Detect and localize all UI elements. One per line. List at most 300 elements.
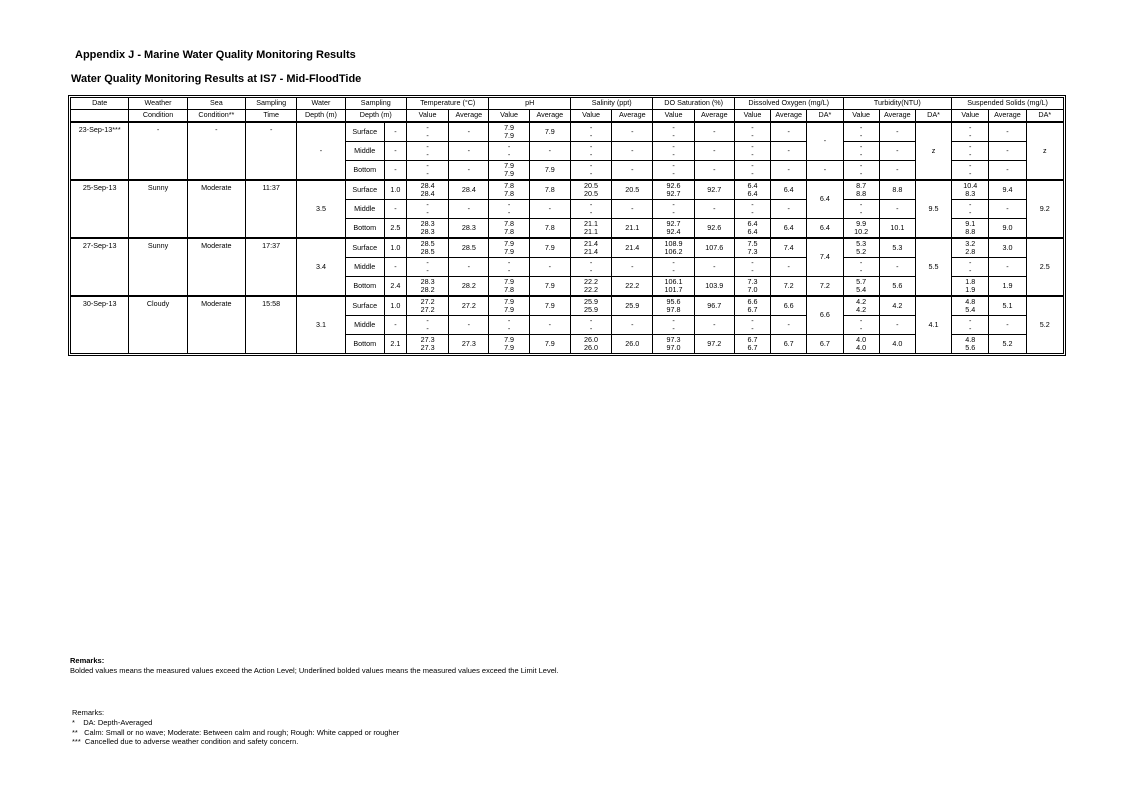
col-turbidity: Turbidity(NTU) xyxy=(843,98,952,110)
ph-value-cell-reading-2: - xyxy=(507,324,511,333)
sal-average-cell: - xyxy=(612,142,653,161)
sal-value-cell xyxy=(570,180,611,200)
sal-value-cell-reading-1: - xyxy=(589,257,593,267)
sal-value-cell xyxy=(570,161,611,181)
sal-value-cell xyxy=(570,258,611,277)
temp-average-cell: 27.3 xyxy=(449,335,489,354)
do-value-cell xyxy=(734,258,770,277)
dosat-value-cell xyxy=(653,316,694,335)
temp-value-cell-reading-2: 27.2 xyxy=(420,305,435,314)
do-average-cell: - xyxy=(771,161,807,181)
do-value-cell-reading-2: 7.0 xyxy=(747,285,758,294)
temp-value-cell-reading-1: - xyxy=(426,122,429,132)
dosat-value-cell xyxy=(653,335,694,354)
sal-value-cell-reading-2: 25.9 xyxy=(584,305,599,314)
sal-value-cell xyxy=(570,200,611,219)
ph-value-cell-reading-1: 7.9 xyxy=(504,296,515,306)
ss-da-cell: 2.5 xyxy=(1026,238,1063,296)
col-sampling-time: Sampling xyxy=(246,98,297,110)
ph-value-cell xyxy=(489,316,529,335)
do-value-cell-reading-2: - xyxy=(751,150,754,159)
turb-value-header: Value xyxy=(843,110,879,123)
turb-average-cell: 5.3 xyxy=(879,238,915,258)
ph-value-cell-reading-2: 7.9 xyxy=(504,343,515,352)
do-value-cell-reading-1: 7.3 xyxy=(747,276,758,286)
ss-value-cell-reading-2: - xyxy=(969,266,972,275)
col-suspended-solids: Suspended Solids (mg/L) xyxy=(952,98,1064,110)
dosat-value-cell-reading-1: - xyxy=(672,315,675,325)
do-average-cell: 7.2 xyxy=(771,277,807,297)
date-cell: 23-Sep-13*** xyxy=(71,122,129,180)
sampling-time-cell: 11:37 xyxy=(246,180,297,238)
turb-value-cell-reading-1: - xyxy=(859,199,863,209)
col-water: Water xyxy=(297,98,345,110)
turb-value-cell-reading-2: 8.8 xyxy=(856,189,867,198)
sea-condition-cell: Moderate xyxy=(187,180,245,238)
ss-average-cell: 3.0 xyxy=(989,238,1026,258)
turb-value-cell-reading-1: - xyxy=(859,315,863,325)
sal-average-cell: 22.2 xyxy=(612,277,653,297)
dosat-value-cell-reading-1: - xyxy=(672,199,675,209)
do-average-cell: - xyxy=(771,142,807,161)
turb-value-cell-reading-2: - xyxy=(859,266,863,275)
do-average-cell: 7.4 xyxy=(771,238,807,258)
turb-average-cell: - xyxy=(879,142,915,161)
ss-value-cell-reading-2: 2.8 xyxy=(965,247,976,256)
temp-value-cell-reading-2: 27.3 xyxy=(420,343,435,352)
dosat-value-cell-reading-2: 92.7 xyxy=(666,189,681,198)
ss-average-cell: - xyxy=(989,200,1026,219)
do-da-cell: 6.6 xyxy=(807,296,843,335)
sal-average-cell: 21.4 xyxy=(612,238,653,258)
ph-average-cell: 7.8 xyxy=(529,180,570,200)
sampling-level-cell: Middle xyxy=(345,316,384,335)
do-value-cell-reading-1: - xyxy=(751,257,754,267)
sal-average-cell: 20.5 xyxy=(612,180,653,200)
temp-value-cell-reading-2: 28.4 xyxy=(420,189,435,198)
temp-value-cell xyxy=(406,200,448,219)
sampling-level-cell: Bottom xyxy=(345,219,384,239)
sal-average-cell: 26.0 xyxy=(612,335,653,354)
dosat-value-cell xyxy=(653,277,694,297)
ss-average-cell: 1.9 xyxy=(989,277,1026,297)
do-value-cell-reading-2: - xyxy=(751,169,754,178)
turb-value-cell-reading-2: 10.2 xyxy=(854,227,869,236)
ss-value-cell-reading-1: - xyxy=(969,315,972,325)
do-average-cell: - xyxy=(771,258,807,277)
dosat-value-cell xyxy=(653,258,694,277)
ph-average-cell: 7.9 xyxy=(529,238,570,258)
do-bottom-da-cell: 6.7 xyxy=(807,335,843,354)
remarks-1-text: Bolded values means the measured values exceed the Action Level; Underlined bolded values means the measured values exceed the Limit Level. xyxy=(70,666,559,675)
ss-value-cell-reading-2: - xyxy=(969,150,972,159)
ph-value-cell-reading-2: 7.8 xyxy=(504,227,515,236)
sampling-level-cell: Middle xyxy=(345,142,384,161)
temp-value-cell-reading-2: - xyxy=(426,131,429,140)
do-value-cell xyxy=(734,200,770,219)
turb-value-cell-reading-1: 4.0 xyxy=(856,334,867,344)
temp-average-cell: - xyxy=(449,316,489,335)
ss-da-cell: z xyxy=(1026,122,1063,180)
turb-average-cell: - xyxy=(879,122,915,142)
temp-value-cell xyxy=(406,316,448,335)
ss-value-cell xyxy=(952,316,989,335)
dosat-value-cell-reading-1: - xyxy=(672,257,675,267)
ss-value-cell-reading-1: 1.8 xyxy=(965,276,976,286)
col-date: Date xyxy=(71,98,129,110)
turb-value-cell-reading-2: 4.2 xyxy=(856,305,867,314)
sal-average-cell: - xyxy=(612,316,653,335)
ss-average-cell: 9.0 xyxy=(989,219,1026,239)
sampling-depth-cell: - xyxy=(384,161,406,181)
turb-da-cell: 4.1 xyxy=(915,296,951,354)
ss-value-cell xyxy=(952,161,989,181)
sal-value-cell xyxy=(570,142,611,161)
sal-value-cell-reading-2: - xyxy=(589,131,593,140)
dosat-value-cell xyxy=(653,219,694,239)
turb-value-cell-reading-2: - xyxy=(859,169,863,178)
sal-value-cell xyxy=(570,122,611,142)
turb-value-cell-reading-2: - xyxy=(859,150,863,159)
weather-cell: Sunny xyxy=(129,238,187,296)
do-value-cell xyxy=(734,316,770,335)
sal-value-cell-reading-2: - xyxy=(589,208,593,217)
temp-value-cell xyxy=(406,219,448,239)
temp-value-cell-reading-1: 27.2 xyxy=(420,296,435,306)
ss-average-cell: - xyxy=(989,316,1026,335)
ss-value-cell-reading-2: - xyxy=(969,324,972,333)
sal-average-cell: - xyxy=(612,258,653,277)
header-row-2 xyxy=(71,110,1064,123)
ph-average-cell: 7.9 xyxy=(529,296,570,316)
ph-value-cell-reading-2: 7.9 xyxy=(504,305,515,314)
ss-value-cell-reading-1: 10.4 xyxy=(963,180,978,190)
dosat-value-cell-reading-1: 106.1 xyxy=(664,276,683,286)
do-value-cell-reading-1: - xyxy=(751,160,754,170)
ss-value-cell xyxy=(952,258,989,277)
temp-value-cell-reading-1: - xyxy=(426,257,429,267)
turb-value-cell xyxy=(843,238,879,258)
turb-value-cell xyxy=(843,180,879,200)
sal-value-cell-reading-2: - xyxy=(589,169,593,178)
col-ph: pH xyxy=(489,98,570,110)
dosat-value-cell xyxy=(653,238,694,258)
ph-value-cell xyxy=(489,335,529,354)
sal-value-cell-reading-1: 20.5 xyxy=(584,180,599,190)
ph-value-cell-reading-2: 7.8 xyxy=(504,189,515,198)
col-sampling-depth: Sampling xyxy=(345,98,406,110)
col-sampling-depth-sub: Depth (m) xyxy=(345,110,406,123)
do-value-cell-reading-1: - xyxy=(751,315,754,325)
do-value-cell-reading-1: 6.7 xyxy=(747,334,758,344)
ph-value-cell xyxy=(489,161,529,181)
table-body xyxy=(71,122,1064,354)
water-quality-table xyxy=(70,97,1064,354)
temp-value-cell-reading-1: 28.3 xyxy=(420,218,435,228)
col-water-sub: Depth (m) xyxy=(297,110,345,123)
dosat-value-cell-reading-2: - xyxy=(672,324,675,333)
temp-value-cell-reading-2: 28.2 xyxy=(420,285,435,294)
sampling-depth-cell: - xyxy=(384,316,406,335)
sal-value-cell-reading-1: 22.2 xyxy=(584,276,599,286)
dosat-average-cell: 107.6 xyxy=(694,238,734,258)
water-depth-cell: 3.1 xyxy=(297,296,345,354)
dosat-value-cell xyxy=(653,180,694,200)
do-value-cell-reading-1: - xyxy=(751,122,754,132)
sal-value-cell-reading-1: - xyxy=(589,315,593,325)
temp-average-cell: 28.5 xyxy=(449,238,489,258)
remark-line-1: * DA: Depth-Averaged xyxy=(72,717,153,727)
turb-average-cell: 4.0 xyxy=(879,335,915,354)
sal-average-cell: 21.1 xyxy=(612,219,653,239)
temp-value-cell-reading-2: - xyxy=(426,266,429,275)
sampling-time-cell: 17:37 xyxy=(246,238,297,296)
do-value-cell-reading-2: - xyxy=(751,131,754,140)
ph-value-cell xyxy=(489,238,529,258)
sampling-level-cell: Surface xyxy=(345,122,384,142)
do-average-cell: 6.4 xyxy=(771,180,807,200)
sampling-depth-cell: 2.4 xyxy=(384,277,406,297)
sampling-level-cell: Surface xyxy=(345,238,384,258)
ph-value-cell-reading-2: 7.8 xyxy=(504,285,515,294)
sampling-level-cell: Middle xyxy=(345,200,384,219)
ph-value-cell xyxy=(489,296,529,316)
temp-value-cell xyxy=(406,238,448,258)
dosat-value-cell-reading-2: - xyxy=(672,266,675,275)
ss-value-cell-reading-2: 5.4 xyxy=(965,305,976,314)
temp-average-cell: - xyxy=(449,258,489,277)
do-value-cell-reading-2: 6.4 xyxy=(747,189,758,198)
temp-value-cell-reading-1: 28.3 xyxy=(420,276,435,286)
sampling-depth-cell: 1.0 xyxy=(384,238,406,258)
ph-value-cell xyxy=(489,200,529,219)
sal-value-cell xyxy=(570,219,611,239)
sal-value-header: Value xyxy=(570,110,611,123)
temp-value-cell-reading-2: - xyxy=(426,150,429,159)
ph-value-cell-reading-2: 7.9 xyxy=(504,247,515,256)
ph-average-cell: 7.9 xyxy=(529,277,570,297)
temp-average-header: Average xyxy=(449,110,489,123)
ph-average-cell: 7.8 xyxy=(529,219,570,239)
ss-value-cell-reading-1: - xyxy=(969,160,972,170)
turb-average-cell: 5.6 xyxy=(879,277,915,297)
weather-cell: Sunny xyxy=(129,180,187,238)
temp-value-cell xyxy=(406,296,448,316)
col-do-saturation: DO Saturation (%) xyxy=(653,98,734,110)
turb-value-cell xyxy=(843,296,879,316)
dosat-value-cell xyxy=(653,200,694,219)
ss-value-cell xyxy=(952,277,989,297)
do-value-cell-reading-2: - xyxy=(751,266,754,275)
dosat-value-cell-reading-1: - xyxy=(672,141,675,151)
dosat-average-cell: - xyxy=(694,142,734,161)
water-depth-cell: 3.5 xyxy=(297,180,345,238)
do-value-cell-reading-2: 7.3 xyxy=(747,247,758,256)
sal-value-cell-reading-1: - xyxy=(589,199,593,209)
do-value-cell xyxy=(734,161,770,181)
ss-value-cell xyxy=(952,238,989,258)
ss-value-cell-reading-2: 8.8 xyxy=(965,227,976,236)
ph-value-cell xyxy=(489,219,529,239)
ph-average-cell: - xyxy=(529,316,570,335)
sampling-depth-cell: 2.1 xyxy=(384,335,406,354)
do-value-header: Value xyxy=(734,110,770,123)
sal-value-cell xyxy=(570,335,611,354)
dosat-value-cell-reading-1: 95.6 xyxy=(666,296,681,306)
sal-value-cell xyxy=(570,238,611,258)
dosat-value-cell-reading-2: 101.7 xyxy=(664,285,683,294)
col-date-sub xyxy=(71,110,129,123)
do-value-cell xyxy=(734,142,770,161)
dosat-average-cell: - xyxy=(694,258,734,277)
col-sea: Sea xyxy=(187,98,245,110)
ph-value-cell-reading-2: 7.9 xyxy=(504,169,515,178)
ss-value-cell-reading-1: - xyxy=(969,257,972,267)
sal-value-cell-reading-2: - xyxy=(589,150,593,159)
date-cell: 25-Sep-13 xyxy=(71,180,129,238)
temp-average-cell: - xyxy=(449,161,489,181)
ph-value-cell-reading-1: 7.9 xyxy=(504,122,515,132)
ph-value-cell-reading-2: - xyxy=(507,266,511,275)
ss-average-cell: 5.1 xyxy=(989,296,1026,316)
dosat-value-cell xyxy=(653,161,694,181)
ph-value-cell-reading-1: - xyxy=(507,199,511,209)
ss-average-header: Average xyxy=(989,110,1026,123)
do-value-cell-reading-2: 6.7 xyxy=(747,343,758,352)
ph-value-cell xyxy=(489,277,529,297)
ph-average-cell: - xyxy=(529,258,570,277)
turb-value-cell-reading-1: - xyxy=(859,160,863,170)
remarks-section-1 xyxy=(70,656,559,676)
turb-value-cell-reading-2: 4.0 xyxy=(856,343,867,352)
sampling-depth-cell: - xyxy=(384,258,406,277)
remark-line-3: *** Cancelled due to adverse weather condition and safety concern. xyxy=(72,737,299,747)
turb-value-cell xyxy=(843,316,879,335)
sal-value-cell-reading-2: 22.2 xyxy=(584,285,599,294)
do-average-cell: 6.4 xyxy=(771,219,807,239)
temp-average-cell: - xyxy=(449,200,489,219)
dosat-average-cell: 92.7 xyxy=(694,180,734,200)
ph-average-cell: - xyxy=(529,142,570,161)
do-value-cell-reading-1: 7.5 xyxy=(747,238,758,248)
ph-value-cell-reading-2: - xyxy=(507,150,511,159)
ss-value-cell-reading-2: 1.9 xyxy=(965,285,976,294)
turb-da-cell: 5.5 xyxy=(915,238,951,296)
remarks-1-title: Remarks: xyxy=(70,656,105,665)
turb-average-cell: - xyxy=(879,161,915,181)
dosat-value-header: Value xyxy=(653,110,694,123)
ss-value-cell-reading-2: 5.6 xyxy=(965,343,976,352)
ss-value-cell-reading-1: 9.1 xyxy=(965,218,976,228)
ss-average-cell: - xyxy=(989,122,1026,142)
do-bottom-da-cell: 6.4 xyxy=(807,219,843,239)
ss-value-cell-reading-2: - xyxy=(969,131,972,140)
turb-value-cell-reading-1: 4.2 xyxy=(856,296,867,306)
turb-value-cell-reading-1: - xyxy=(859,257,863,267)
sal-value-cell-reading-2: 20.5 xyxy=(584,189,599,198)
ss-value-cell xyxy=(952,200,989,219)
ph-value-cell-reading-1: 7.8 xyxy=(504,180,515,190)
col-salinity: Salinity (ppt) xyxy=(570,98,652,110)
dosat-average-cell: 97.2 xyxy=(694,335,734,354)
do-value-cell xyxy=(734,238,770,258)
ss-value-cell xyxy=(952,122,989,142)
ss-value-cell-reading-1: 4.8 xyxy=(965,334,976,344)
sampling-time-cell: - xyxy=(246,122,297,180)
temp-value-cell-reading-1: - xyxy=(426,160,429,170)
temp-average-cell: 28.2 xyxy=(449,277,489,297)
ph-average-cell: - xyxy=(529,200,570,219)
sampling-depth-cell: 1.0 xyxy=(384,180,406,200)
temp-value-cell xyxy=(406,277,448,297)
dosat-value-cell-reading-1: - xyxy=(672,122,675,132)
sal-value-cell xyxy=(570,277,611,297)
sampling-level-cell: Bottom xyxy=(345,161,384,181)
turb-value-cell-reading-1: - xyxy=(859,122,863,132)
temp-average-cell: 28.3 xyxy=(449,219,489,239)
ph-value-cell-reading-1: 7.8 xyxy=(504,218,515,228)
turb-value-cell-reading-2: 5.2 xyxy=(856,247,867,256)
do-average-cell: - xyxy=(771,316,807,335)
ss-value-cell-reading-1: - xyxy=(969,122,972,132)
do-da-cell: 6.4 xyxy=(807,180,843,219)
table-row xyxy=(71,238,1064,258)
do-value-cell xyxy=(734,296,770,316)
temp-value-cell xyxy=(406,180,448,200)
dosat-value-cell-reading-1: 92.6 xyxy=(666,180,681,190)
sampling-depth-cell: 1.0 xyxy=(384,296,406,316)
turb-value-cell-reading-1: 5.7 xyxy=(856,276,867,286)
do-bottom-da-cell: 7.2 xyxy=(807,277,843,297)
temp-value-cell-reading-2: - xyxy=(426,208,429,217)
ph-value-cell-reading-2: - xyxy=(507,208,511,217)
do-value-cell xyxy=(734,180,770,200)
weather-cell: - xyxy=(129,122,187,180)
ss-value-cell-reading-1: 4.8 xyxy=(965,296,976,306)
sal-value-cell xyxy=(570,296,611,316)
turb-value-cell-reading-2: 5.4 xyxy=(856,285,867,294)
sampling-level-cell: Middle xyxy=(345,258,384,277)
do-average-header: Average xyxy=(771,110,807,123)
sal-value-cell-reading-1: - xyxy=(589,160,593,170)
sal-value-cell-reading-1: 21.4 xyxy=(584,238,599,248)
dosat-value-cell-reading-2: 97.0 xyxy=(666,343,681,352)
do-da-header: DA* xyxy=(807,110,843,123)
dosat-value-cell-reading-2: 97.8 xyxy=(666,305,681,314)
ss-average-cell: - xyxy=(989,142,1026,161)
ss-value-cell xyxy=(952,180,989,200)
dosat-value-cell-reading-2: 106.2 xyxy=(664,247,683,256)
ss-da-cell: 9.2 xyxy=(1026,180,1063,238)
table-row xyxy=(71,296,1064,316)
ss-value-header: Value xyxy=(952,110,989,123)
turb-value-cell xyxy=(843,277,879,297)
temp-value-cell-reading-1: 27.3 xyxy=(420,334,435,344)
temp-value-cell-reading-1: - xyxy=(426,199,429,209)
sampling-level-cell: Surface xyxy=(345,180,384,200)
do-da-cell: 7.4 xyxy=(807,238,843,277)
turb-da-cell: z xyxy=(915,122,951,180)
temp-average-cell: - xyxy=(449,122,489,142)
temp-average-cell: 27.2 xyxy=(449,296,489,316)
turb-value-cell xyxy=(843,219,879,239)
ss-value-cell xyxy=(952,219,989,239)
col-temperature: Temperature (°C) xyxy=(406,98,489,110)
turb-da-cell: 9.5 xyxy=(915,180,951,238)
turb-value-cell xyxy=(843,122,879,142)
do-value-cell-reading-1: 6.4 xyxy=(747,218,758,228)
turb-average-cell: - xyxy=(879,316,915,335)
